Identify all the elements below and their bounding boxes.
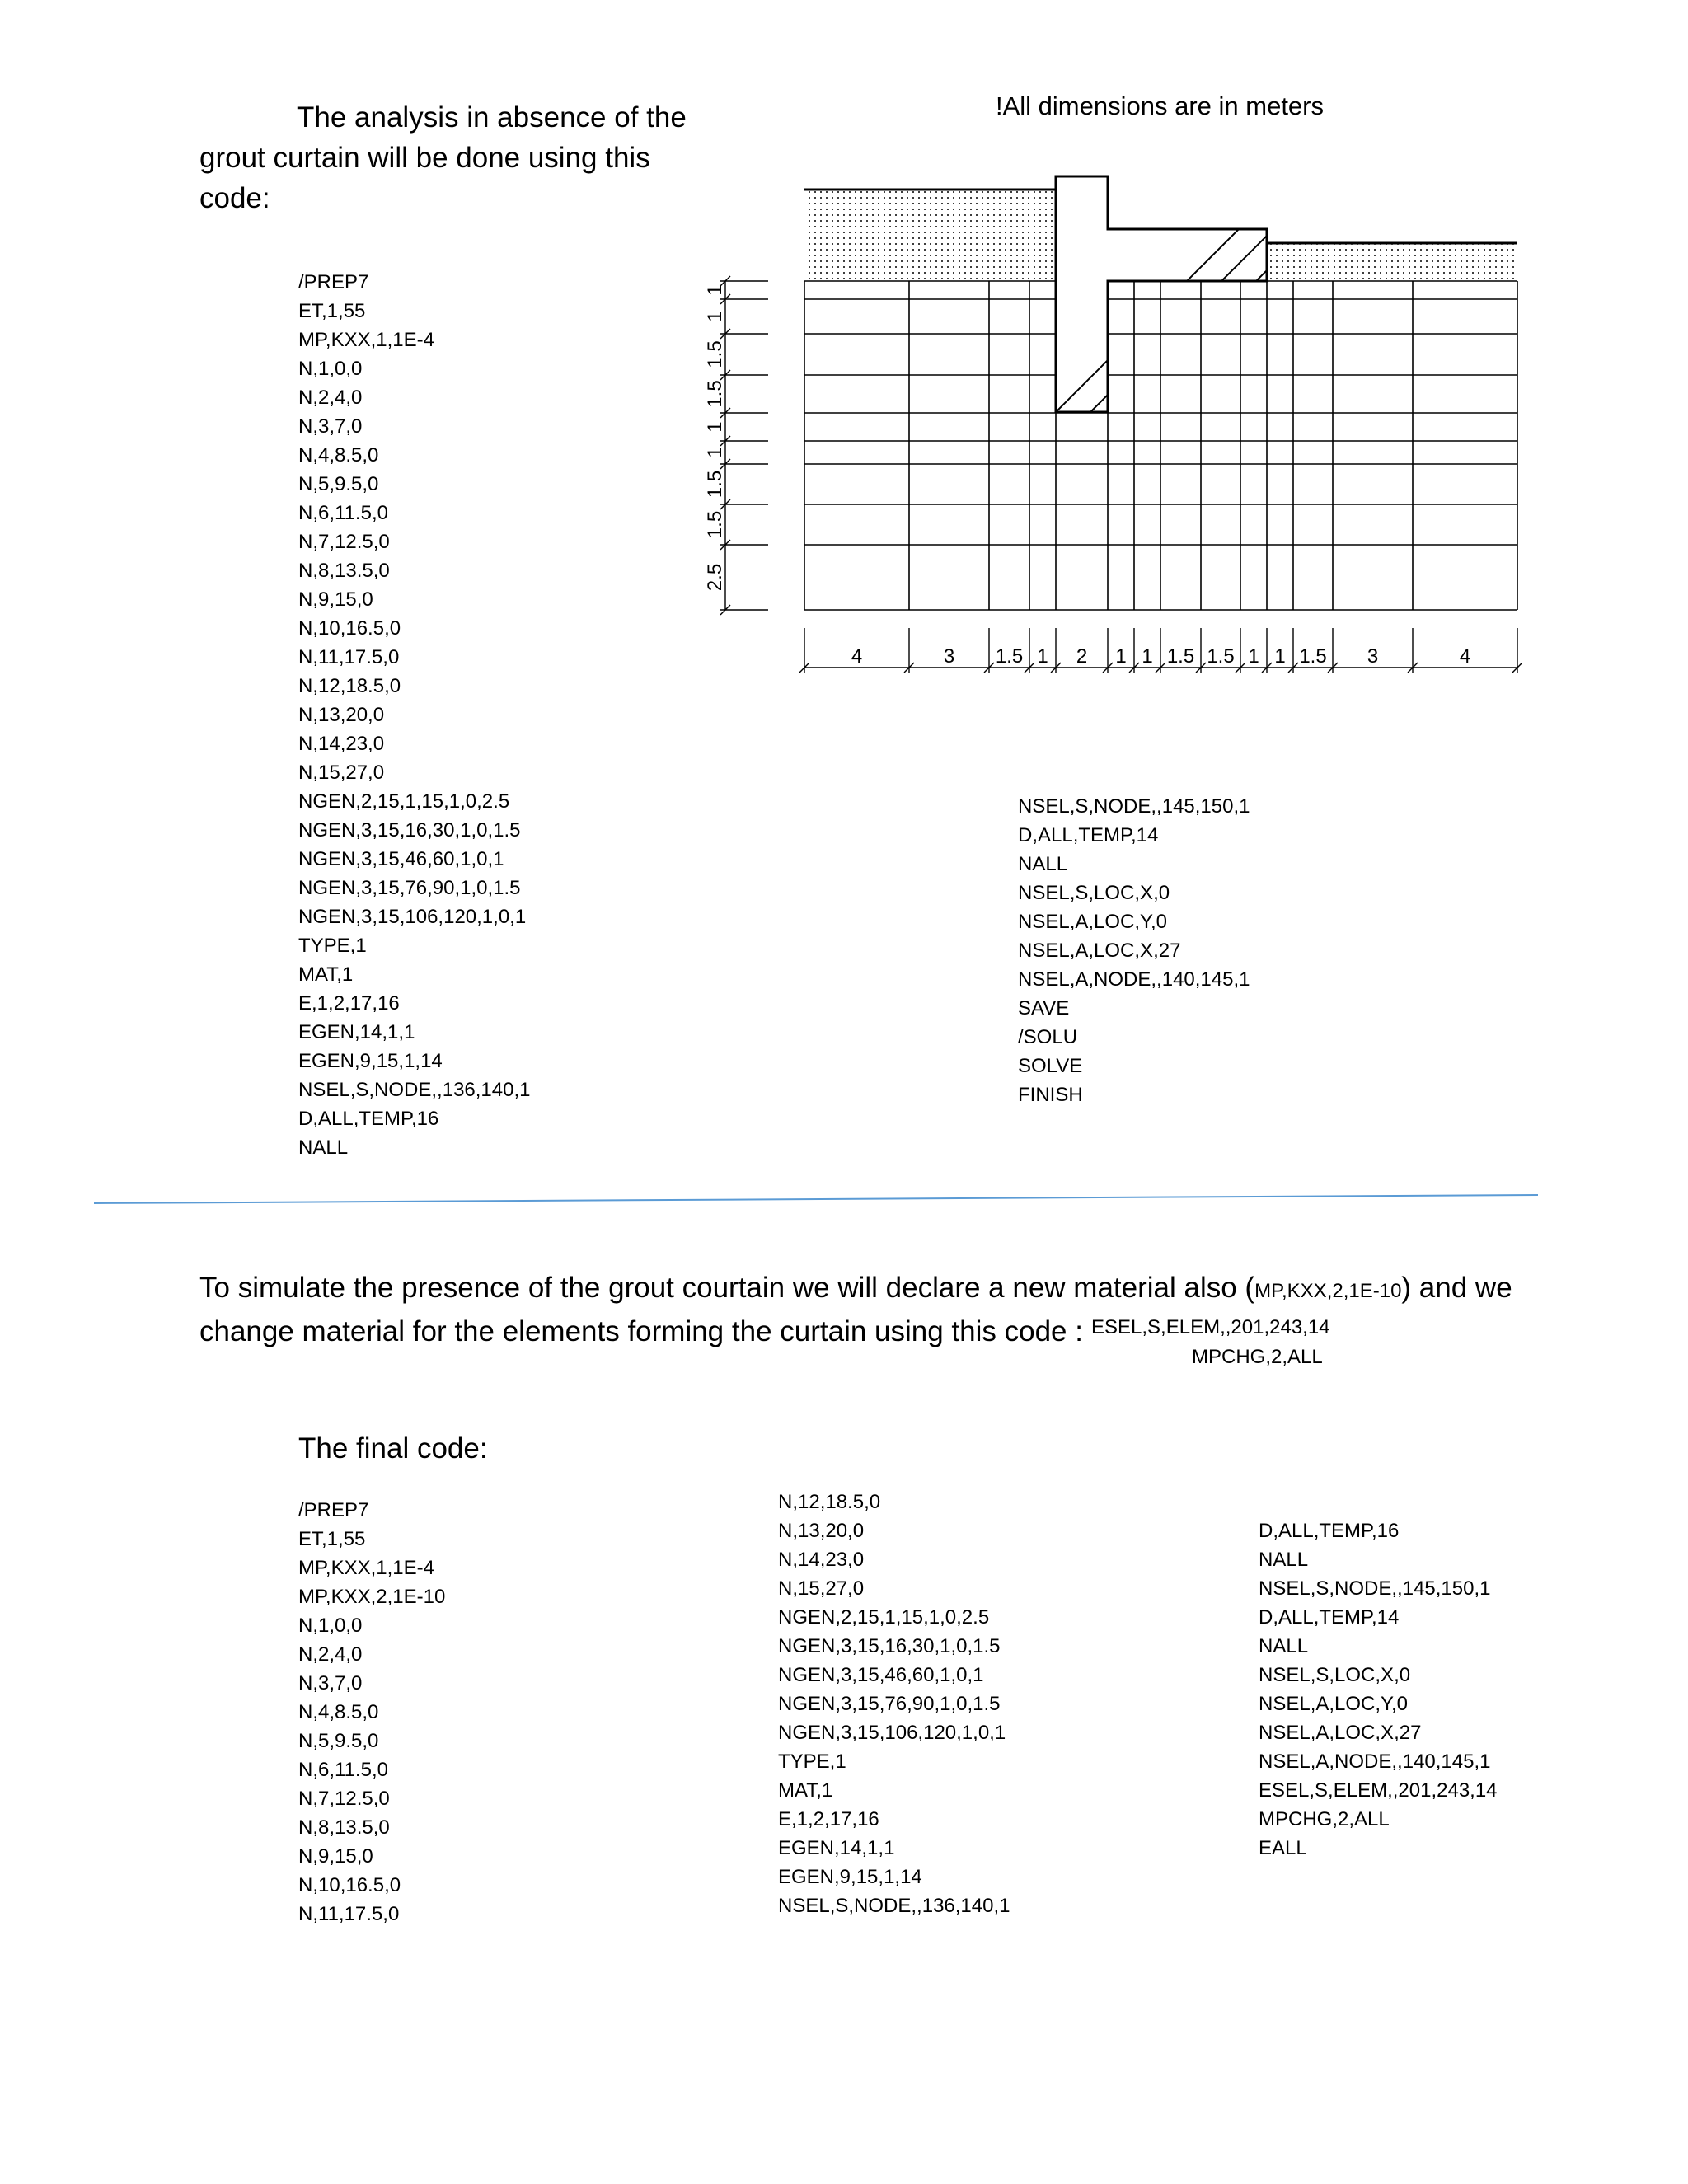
code-line: NGEN,2,15,1,15,1,0,2.5	[298, 790, 510, 813]
horizontal-dimension-label: 1.5	[995, 645, 1024, 668]
code-line: N,11,17.5,0	[298, 646, 400, 668]
horizontal-dimension-label: 1	[1037, 645, 1048, 668]
downstream-soil-fill	[1267, 243, 1517, 281]
code-line: MAT,1	[298, 963, 354, 986]
hatch-line	[1506, 173, 1533, 412]
code-line: N,4,8.5,0	[298, 444, 379, 466]
code-line: D,ALL,TEMP,16	[1259, 1520, 1400, 1542]
code-line: NALL	[1259, 1635, 1309, 1657]
code-line: N,10,16.5,0	[298, 617, 401, 640]
code-line: N,7,12.5,0	[298, 531, 390, 553]
code-line: N,3,7,0	[298, 415, 363, 438]
vertical-dimension-label: 1	[704, 421, 726, 433]
mesh-grid	[804, 281, 1517, 610]
code-line: NSEL,A,LOC,Y,0	[1018, 911, 1167, 933]
code-line: SAVE	[1018, 997, 1070, 1019]
code-line: N,9,15,0	[298, 588, 373, 611]
vertical-dimension-label: 1.5	[704, 470, 726, 499]
code-line: D,ALL,TEMP,14	[1259, 1606, 1400, 1629]
hatch-line	[1333, 173, 1533, 412]
hatch-line	[1194, 173, 1433, 412]
horizontal-dimension-label: 4	[1459, 645, 1471, 668]
code-line: TYPE,1	[298, 935, 367, 957]
code-line: NSEL,S,NODE,,145,150,1	[1018, 795, 1250, 818]
hatch-line	[1264, 173, 1503, 412]
code-line: E,1,2,17,16	[778, 1808, 879, 1830]
code-line: NGEN,2,15,1,15,1,0,2.5	[778, 1606, 990, 1629]
code-block-1-right	[1018, 792, 1250, 1109]
code-line: NGEN,3,15,76,90,1,0,1.5	[298, 877, 521, 899]
code-line: NSEL,A,NODE,,140,145,1	[1259, 1750, 1491, 1773]
dimensions-note: !All dimensions are in meters	[996, 91, 1324, 120]
code-line: N,6,11.5,0	[298, 502, 388, 524]
code-line: /PREP7	[298, 1499, 369, 1521]
final-code-column-1	[298, 1496, 445, 1929]
code-line: NALL	[1018, 853, 1068, 875]
dimension-lines	[720, 276, 1522, 673]
code-line: D,ALL,TEMP,14	[1018, 824, 1159, 846]
code-line: NGEN,3,15,46,60,1,0,1	[778, 1664, 984, 1686]
code-line: N,13,20,0	[778, 1520, 865, 1542]
simulate-paragraph	[199, 1268, 1584, 1352]
code-line: D,ALL,TEMP,16	[298, 1108, 439, 1130]
code-line: EGEN,9,15,1,14	[778, 1866, 922, 1888]
code-line: N,13,20,0	[298, 704, 385, 726]
code-line: NGEN,3,15,76,90,1,0,1.5	[778, 1693, 1001, 1715]
code-line: N,8,13.5,0	[298, 1816, 390, 1839]
code-line: FINISH	[1018, 1084, 1083, 1106]
code-line: EALL	[1259, 1837, 1307, 1859]
simulate-line-1-text-a: To simulate the presence of the grout courtain we will declare a new material also (	[199, 1272, 1255, 1304]
curtain-code-line-2: MPCHG,2,ALL	[1192, 1346, 1323, 1368]
code-line: NSEL,A,LOC,Y,0	[1259, 1693, 1408, 1715]
vertical-dimension-label: 2.5	[704, 563, 726, 592]
code-line: ET,1,55	[298, 1528, 366, 1550]
simulate-line-2-text: change material for the elements forming the curtain using this code :	[199, 1315, 1083, 1347]
hatch-line	[1437, 173, 1533, 412]
simulate-line-1	[199, 1268, 1584, 1311]
code-line: N,5,9.5,0	[298, 473, 379, 495]
code-line: NGEN,3,15,106,120,1,0,1	[778, 1722, 1006, 1744]
code-line: NSEL,S,NODE,,136,140,1	[778, 1895, 1010, 1917]
code-line: MPCHG,2,ALL	[1259, 1808, 1390, 1830]
code-line: NGEN,3,15,16,30,1,0,1.5	[298, 819, 521, 841]
code-line: ET,1,55	[298, 300, 366, 322]
vertical-dimension-label: 1	[704, 447, 726, 458]
code-line: NGEN,3,15,16,30,1,0,1.5	[778, 1635, 1001, 1657]
horizontal-dimension-label: 1.5	[1166, 645, 1195, 668]
horizontal-dimension-label: 1	[1274, 645, 1286, 668]
code-line: /PREP7	[298, 271, 369, 293]
horizontal-dimension-label: 1	[1115, 645, 1127, 668]
code-line: MP,KXX,1,1E-4	[298, 329, 434, 351]
code-line: MP,KXX,1,1E-4	[298, 1557, 434, 1579]
code-line: NGEN,3,15,46,60,1,0,1	[298, 848, 504, 870]
code-line: N,15,27,0	[298, 762, 385, 784]
code-line: N,11,17.5,0	[298, 1903, 400, 1925]
horizontal-dimension-label: 1.5	[1299, 645, 1327, 668]
hatch-line	[1367, 173, 1533, 412]
code-line: SOLVE	[1018, 1055, 1083, 1077]
code-line: NALL	[1259, 1549, 1309, 1571]
hatch-line	[1471, 173, 1533, 412]
vertical-dimension-label: 1.5	[704, 510, 726, 539]
code-line: N,5,9.5,0	[298, 1730, 379, 1752]
code-line: N,12,18.5,0	[298, 675, 401, 697]
code-line: N,14,23,0	[298, 733, 385, 755]
vertical-dimension-label: 1.5	[704, 380, 726, 408]
code-line: NSEL,S,LOC,X,0	[1018, 882, 1170, 904]
code-line: MP,KXX,2,1E-10	[298, 1586, 446, 1608]
horizontal-dimension-label: 2	[1076, 645, 1088, 668]
simulate-line-1-text-b: ) and we	[1401, 1272, 1512, 1304]
code-line: N,4,8.5,0	[298, 1701, 379, 1723]
code-line: NGEN,3,15,106,120,1,0,1	[298, 906, 527, 928]
code-line: N,2,4,0	[298, 1643, 363, 1666]
horizontal-dimension-label: 1.5	[1207, 645, 1235, 668]
code-line: NSEL,A,LOC,X,27	[1018, 940, 1181, 962]
code-line: N,1,0,0	[298, 1615, 363, 1637]
inline-material-code: MP,KXX,2,1E-10	[1254, 1280, 1402, 1302]
vertical-dimension-label: 1	[704, 284, 726, 296]
simulate-line-2	[199, 1311, 1584, 1352]
curtain-code-line-1: ESEL,S,ELEM,,201,243,14	[1091, 1316, 1330, 1338]
horizontal-dimension-label: 3	[1367, 645, 1379, 668]
final-code-column-2	[778, 1488, 1010, 1920]
dam-hatching	[1056, 173, 1533, 412]
horizontal-dimension-label: 1	[1142, 645, 1153, 668]
code-line: EGEN,14,1,1	[298, 1021, 415, 1043]
dam-cross-section-drawing	[692, 120, 1533, 696]
code-line: MAT,1	[778, 1779, 833, 1802]
code-line: N,15,27,0	[778, 1577, 865, 1600]
vertical-dimension-label: 1.5	[704, 340, 726, 368]
hatch-line	[1229, 173, 1468, 412]
code-line: EGEN,14,1,1	[778, 1837, 895, 1859]
code-line: EGEN,9,15,1,14	[298, 1050, 443, 1072]
code-line: N,7,12.5,0	[298, 1788, 390, 1810]
code-line: NSEL,S,LOC,X,0	[1259, 1664, 1411, 1686]
code-line: NSEL,A,NODE,,140,145,1	[1018, 968, 1250, 991]
code-line: TYPE,1	[778, 1750, 846, 1773]
code-line: N,14,23,0	[778, 1549, 865, 1571]
section-divider	[0, 1187, 1688, 1212]
code-line: /SOLU	[1018, 1026, 1078, 1048]
code-line: NALL	[298, 1137, 349, 1159]
code-line: N,1,0,0	[298, 358, 363, 380]
intro-paragraph	[199, 97, 727, 218]
code-line: N,12,18.5,0	[778, 1491, 881, 1513]
intro-line-3: code:	[199, 182, 270, 214]
code-line: NSEL,S,NODE,,145,150,1	[1259, 1577, 1491, 1600]
final-code-column-3	[1259, 1516, 1498, 1863]
hatch-line	[1160, 173, 1399, 412]
code-line: N,10,16.5,0	[298, 1874, 401, 1896]
vertical-dimension-label: 1	[704, 311, 726, 322]
code-line: N,6,11.5,0	[298, 1759, 388, 1781]
upstream-soil-fill	[804, 190, 1056, 281]
code-line: N,8,13.5,0	[298, 560, 390, 582]
final-code-heading: The final code:	[298, 1432, 488, 1465]
code-line: N,2,4,0	[298, 387, 363, 409]
code-line: N,3,7,0	[298, 1672, 363, 1694]
dam-structure	[804, 173, 1533, 412]
intro-line-1: The analysis in absence of the	[297, 101, 687, 134]
code-line: E,1,2,17,16	[298, 992, 400, 1015]
code-block-1-left	[298, 268, 530, 1162]
code-line: ESEL,S,ELEM,,201,243,14	[1259, 1779, 1498, 1802]
code-line: NSEL,S,NODE,,136,140,1	[298, 1079, 531, 1101]
code-line: N,9,15,0	[298, 1845, 373, 1868]
dam-body-outline	[1056, 176, 1267, 412]
hatch-line	[1402, 173, 1533, 412]
intro-line-2: grout curtain will be done using this	[199, 142, 650, 174]
horizontal-dimension-label: 3	[943, 645, 955, 668]
code-line: NSEL,A,LOC,X,27	[1259, 1722, 1422, 1744]
horizontal-dimension-label: 1	[1248, 645, 1259, 668]
horizontal-dimension-label: 4	[851, 645, 863, 668]
